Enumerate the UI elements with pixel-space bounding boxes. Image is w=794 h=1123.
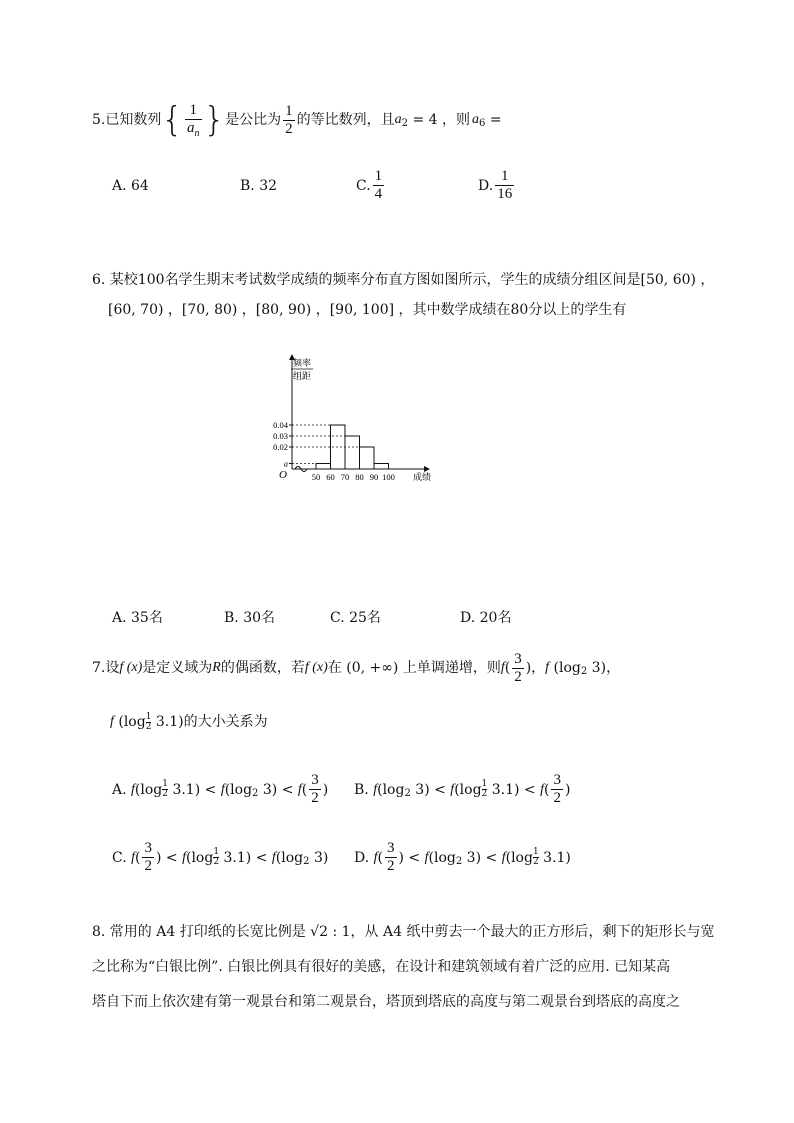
q8-line-3: 塔自下而上依次建有第一观景台和第二观景台，塔顶到塔底的高度与第二观景台到塔底的高度之 [92, 994, 680, 1010]
x-tick-label: 70 [340, 472, 350, 482]
q5-sequence-fraction: $\frac{1}{a_n}$ [187, 102, 200, 139]
q5-stem-1: 已知数列 [105, 112, 162, 128]
q7-option-d: D. f ( $\frac{3}{2}$ ) < f ( log 2 3 ) < f ( log 1 2 3.1 ) [354, 840, 571, 874]
q6-stem-line-1: 6. 某校100名学生期末考试数学成绩的频率分布直方图如图所示，学生的成绩分组区间是[50, 60) ， [92, 272, 715, 288]
x-tick-label: 60 [326, 472, 335, 482]
x-tick-label: 100 [382, 472, 395, 482]
histogram-bar [374, 464, 389, 470]
y-tick-label: a [283, 458, 288, 469]
q8-line-1: 8. 常用的 A4 打印纸的长宽比例是 √2 : 1，从 A4 纸中剪去一个最大的正方形后，剩下的矩形长与宽 [92, 924, 715, 940]
q5-option-a: A. 64 [112, 178, 149, 194]
right-brace: } [203, 100, 226, 140]
q5-ratio-fraction: $\frac{1}{2}$ [285, 102, 293, 137]
q5-cond-val: = 4 ，则 [408, 112, 471, 128]
histogram-bar [360, 447, 375, 469]
histogram-bar [345, 436, 360, 469]
q7-option-b: B. f ( log 2 3 ) < f ( log 1 2 3.1 ) < f ( $\frac{3}{2}$ ) [354, 772, 571, 806]
q5-option-d: D. $\frac{1}{16}$ [478, 168, 513, 202]
y-tick-label: 0.03 [273, 431, 288, 441]
origin-label: O [279, 469, 287, 481]
q5-cond-var: a [394, 112, 402, 127]
q7-option-a: A. f ( log 1 2 3.1 ) < f ( log 2 3 ) < f ( $\frac{3}{2}$ ) [112, 772, 329, 806]
q7-line-2: f ( log 1 2 3.1 ) 的大小关系为 [110, 711, 268, 732]
x-tick-label: 90 [369, 472, 379, 482]
q7-option-c: C. f ( $\frac{3}{2}$ ) < f ( log 1 2 3.1 ) < f ( log 2 3 ) [112, 840, 329, 874]
q5-stem-3: 的等比数列，且 [296, 112, 395, 128]
y-tick-label: 0.04 [273, 420, 288, 430]
y-axis-label-top: 频率 [292, 358, 312, 368]
q7-line-1: 7. 设 f (x) 是定义域为 R 的偶函数，若 f (x) 在 (0, +∞) 上单调递增，则 f ( $\frac{3}{2}$ ) ， f ( log 2 3 ) ， [92, 650, 621, 685]
q5-ask-tail: = [485, 112, 502, 128]
q8-line-2: 之比称为“白银比例”. 白银比例具有很好的美感，在设计和建筑领域有着广泛的应用. 已知某高 [92, 959, 671, 975]
y-tick-label: 0.02 [273, 442, 288, 452]
q6-option-a: A. 35名 [112, 610, 163, 626]
x-tick-label: 50 [311, 472, 321, 482]
q6-option-d: D. 20名 [460, 610, 512, 626]
question-5: 5. 已知数列 { $\frac{1}{a_n}$ } 是公比为 $\frac{1}{2}$ 的等比数列，且 a 2 = 4 ，则 a 6 = [92, 100, 502, 140]
x-axis-label: 成绩 [413, 472, 432, 482]
q5-stem-2: 是公比为 [225, 112, 282, 128]
q5-option-c: C. $\frac{1}{4}$ [356, 168, 383, 202]
histogram-bar [316, 464, 331, 470]
q6-option-b: B. 30名 [224, 610, 276, 626]
q5-number: 5. [92, 112, 106, 128]
q6-option-c: C. 25名 [330, 610, 381, 626]
q5-option-b: B. 32 [240, 178, 278, 194]
x-tick-label: 80 [355, 472, 364, 482]
frequency-histogram [262, 352, 442, 492]
left-brace: { [161, 100, 183, 140]
q6-stem-line-2: [60, 70) ，[70, 80) ，[80, 90) ，[90, 100] ，其中数学成绩在80分以上的学生有 [108, 302, 627, 318]
q5-ask-var: a [472, 112, 480, 127]
y-axis-label-bottom: 组距 [292, 371, 312, 381]
